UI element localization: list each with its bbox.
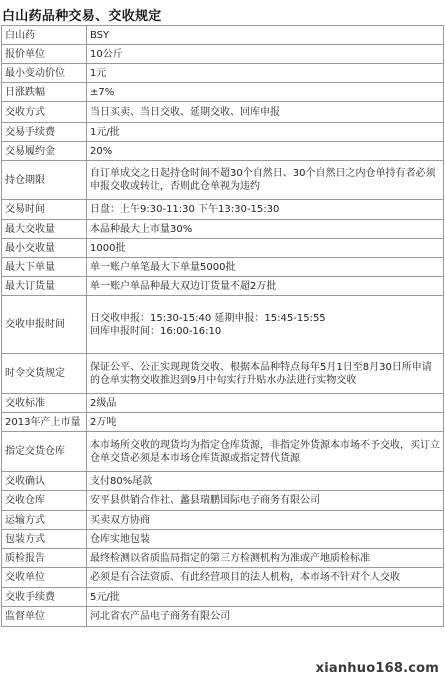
row-label: 交收申报时间 xyxy=(2,296,87,354)
table-row xyxy=(2,354,444,394)
row-label: 运输方式 xyxy=(2,511,87,530)
row-label: 持仓期限 xyxy=(2,161,87,200)
row-label: 监督单位 xyxy=(2,607,87,627)
table-row xyxy=(2,142,444,161)
table-row xyxy=(2,26,444,45)
table-row xyxy=(2,432,444,472)
table-row xyxy=(2,472,444,491)
row-value: 本市场所交收的现货均为指定仓库货源，非指定外货源本市场不予交收，买订立仓单交货必须是本市场仓库货源或指定替代货源 xyxy=(87,432,444,472)
row-label: 交易时间 xyxy=(2,200,87,220)
row-label: 质检报告 xyxy=(2,549,87,568)
row-value: 1元 xyxy=(87,64,444,83)
row-value: 河北省农产品电子商务有限公司 xyxy=(87,607,444,627)
table-row xyxy=(2,239,444,258)
row-label: 交收确认 xyxy=(2,472,87,491)
row-value: 5元/批 xyxy=(87,588,444,607)
table-row xyxy=(2,511,444,530)
row-label: 最大订货量 xyxy=(2,277,87,296)
table-row xyxy=(2,530,444,549)
table-row xyxy=(2,413,444,432)
row-value: 20% xyxy=(87,142,444,161)
spec-table xyxy=(1,25,444,627)
row-label: 最小变动价位 xyxy=(2,64,87,83)
row-value: 当日买卖、当日交收、延期交收、回库申报 xyxy=(87,102,444,123)
table-row xyxy=(2,200,444,220)
row-value: 1000批 xyxy=(87,239,444,258)
table-row xyxy=(2,607,444,627)
row-value: 1元/批 xyxy=(87,123,444,142)
row-value: 仓库实地包装 xyxy=(87,530,444,549)
page-title: 白山药品种交易、交收规定 xyxy=(2,9,162,24)
row-value: 单一账户单品种最大双边订货量不超2万批 xyxy=(87,277,444,296)
table-row xyxy=(2,220,444,239)
row-value: 自订单成交之日起持仓时间不超30个自然日、30个自然日之内仓单持有者必须申报交收或转让，否则此仓单视为违约 xyxy=(87,161,444,200)
row-value: 日交收申报：15:30-15:40 延期申报：15:45-15:55 回库申报时间：16:00-16:10 xyxy=(87,296,444,354)
table-row xyxy=(2,102,444,123)
row-label: 最大交收量 xyxy=(2,220,87,239)
table-row xyxy=(2,549,444,568)
row-value: 最终检测以省质监局指定的第三方检测机构为准或产地质检标准 xyxy=(87,549,444,568)
table-row xyxy=(2,394,444,413)
row-value: 10公斤 xyxy=(87,45,444,64)
row-value: 日盘：上午9:30-11:30 下午13:30-15:30 xyxy=(87,200,444,220)
table-row xyxy=(2,277,444,296)
row-value: 买卖双方协商 xyxy=(87,511,444,530)
row-value: 本品种最大上市量30% xyxy=(87,220,444,239)
row-value: 2级品 xyxy=(87,394,444,413)
row-label: 交收手续费 xyxy=(2,588,87,607)
row-label: 最小交收量 xyxy=(2,239,87,258)
table-row xyxy=(2,64,444,83)
row-label: 交收方式 xyxy=(2,102,87,123)
row-value: 支付80%尾款 xyxy=(87,472,444,491)
row-label: 白山药 xyxy=(2,26,87,45)
table-row xyxy=(2,123,444,142)
row-value: BSY xyxy=(87,26,444,45)
table-row xyxy=(2,83,444,102)
row-label: 交收仓库 xyxy=(2,491,87,511)
row-value: 安平县供销合作社、蠡县瑞鹏国际电子商务有限公司 xyxy=(87,491,444,511)
row-label: 交收单位 xyxy=(2,568,87,588)
watermark: xianhuo168.com xyxy=(315,661,439,676)
table-row xyxy=(2,491,444,511)
row-label: 最大下单量 xyxy=(2,258,87,277)
row-label: 指定交货仓库 xyxy=(2,432,87,472)
table-row xyxy=(2,568,444,588)
table-row xyxy=(2,45,444,64)
row-label: 2013年产上市量 xyxy=(2,413,87,432)
row-value: 单一账户单笔最大下单量5000批 xyxy=(87,258,444,277)
table-row xyxy=(2,161,444,200)
row-value: 必须是有合法资质、有此经营项目的法人机构，本市场不针对个人交收 xyxy=(87,568,444,588)
spec-table-body xyxy=(2,26,444,627)
row-label: 时令交货规定 xyxy=(2,354,87,394)
row-value: 保证公平、公正实现现货交收、根据本品种特点每年5月1日至8月30日所申请的仓单实物交收推迟到9月中旬实行升贴水办法进行实物交收 xyxy=(87,354,444,394)
table-row xyxy=(2,296,444,354)
table-row xyxy=(2,588,444,607)
row-label: 交收标准 xyxy=(2,394,87,413)
row-value: ±7% xyxy=(87,83,444,102)
row-label: 日涨跌幅 xyxy=(2,83,87,102)
row-label: 交易手续费 xyxy=(2,123,87,142)
row-value: 2万吨 xyxy=(87,413,444,432)
row-label: 交易履约金 xyxy=(2,142,87,161)
row-label: 报价单位 xyxy=(2,45,87,64)
row-label: 包装方式 xyxy=(2,530,87,549)
table-row xyxy=(2,258,444,277)
